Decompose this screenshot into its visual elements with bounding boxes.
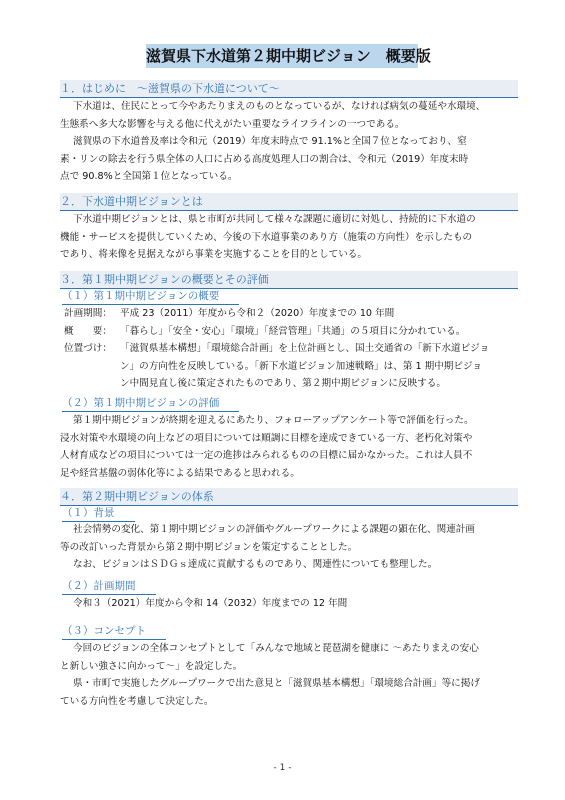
paragraph-line: 今回のビジョンの全体コンセプトとして「みんなで地域と琵琶湖を健康に ～あたりまえの安心 <box>73 643 479 654</box>
outline-text: 「暮らし」「安全・安心」「環境」「経営管理」「共通」の５項目に分かれている。 <box>120 325 466 337</box>
vision-1-outline <box>64 305 518 393</box>
section-4-2-body <box>60 595 520 613</box>
section-1-body <box>60 98 520 186</box>
position-text: ン」の方向性を反映している。「新下水道ビジョン加速戦略」は、第 1 期中期ビジョ <box>120 360 482 372</box>
section-4-1-body <box>60 521 520 574</box>
paragraph-line: であり、将来像を見据えながら事業を実施することを目的としている。 <box>60 249 367 260</box>
paragraph-line: なお、ビジョンはＳＤＧｓ達成に貢献するものであり、関連性についても整理した。 <box>73 559 438 570</box>
section-4-3-body <box>60 640 520 710</box>
paragraph-line: 浸水対策や水環境の向上などの項目については順調に目標を達成できている一方、老朽化対策や <box>60 432 473 444</box>
section-4-3-heading: （３）コンセプト <box>62 624 166 640</box>
section-3-heading: ３．第１期中期ビジョンの概要とその評価 <box>60 271 518 289</box>
section-2-heading: ２．下水道中期ビジョンとは <box>60 193 518 211</box>
paragraph-line: 令和３（2021）年度から令和 14（2032）年度までの 12 年間 <box>73 598 348 609</box>
paragraph-line: 等の改訂いった背景から第２期中期ビジョンを策定することとした。 <box>60 541 358 553</box>
document-title: 滋賀県下水道第２期中期ビジョン 概要版 <box>146 44 418 68</box>
position-text: ン中間見直し後に策定されたものであり、第２期中期ビジョンに反映する。 <box>120 378 446 389</box>
outline-label: 概 要： <box>64 325 112 337</box>
paragraph-line: 下水道中期ビジョンとは、県と市町が共同して様々な課題に適切に対処し、持続的に下水道の <box>73 214 476 225</box>
paragraph-line: 人材育成などの項目については一定の進捗はみられるものの目標に届かなかった。これは人員不 <box>60 450 473 461</box>
section-3-2-body <box>60 412 520 482</box>
section-3-2-heading: （２）第１期中期ビジョンの評価 <box>62 396 239 412</box>
paragraph-line: 県・市町で実施したグループワークで出た意見と「滋賀県基本構想」「環境総合計画」等に掲げ <box>73 678 480 689</box>
position-label: 位置づけ： <box>64 343 112 354</box>
position-row <box>64 340 518 358</box>
plan-period-label: 計画期間： <box>64 308 112 319</box>
plan-period-row <box>64 305 518 323</box>
paragraph-line: 滋賀県の下水道普及率は令和元（2019）年度末時点で 91.1%と全国７位となっており、窒 <box>73 136 467 147</box>
section-3-1-heading: （１）第１期中期ビジョンの概要 <box>62 289 239 305</box>
paragraph-line: 第１期中期ビジョンが終期を迎えるにあたり、フォローアップアンケート等で評価を行った。 <box>73 415 474 426</box>
plan-period-text: 平成 23（2011）年度から令和２（2020）年度までの 10 年間 <box>120 308 395 319</box>
section-2-body <box>60 211 520 264</box>
page-number: - 1 - <box>273 763 292 773</box>
paragraph-line: 社会情勢の変化、第１期中期ビジョンの評価やグループワークによる課題の顕在化、関連計画 <box>73 524 475 535</box>
section-4-heading: ４．第２期中期ビジョンの体系 <box>60 488 518 506</box>
paragraph-line: 素・リンの除去を行う県全体の人口に占める高度処理人口の割合は、令和元（2019）年度末時 <box>60 153 469 165</box>
paragraph-line: と新しい強さに向かって～」を設定した。 <box>60 660 243 672</box>
section-4-2-heading: （２）計画期間 <box>62 579 156 595</box>
section-4-1-heading: （１）背景 <box>62 506 135 522</box>
paragraph-line: 点で 90.8%と全国第１位となっている。 <box>60 171 238 182</box>
paragraph-line: ている方向性を考慮して決定した。 <box>60 695 214 707</box>
paragraph-line: 下水道は、住民にとって今やあたりまえのものとなっているが、なければ病気の蔓延や水環境、 <box>73 101 486 112</box>
position-text: 「滋賀県基本構想」「環境総合計画」を上位計画とし、国土交通省の「新下水道ビジョ <box>120 343 490 354</box>
section-1-heading: １．はじめに ～滋賀県の下水道について～ <box>60 80 518 98</box>
paragraph-line: 足や経営基盤の弱体化等による結果であると思われる。 <box>60 467 300 479</box>
paragraph-line: 生態系へ多大な影響を与える他に代えがたい重要なライフラインの一つである。 <box>60 118 405 130</box>
paragraph-line: 機能・サービスを提供していくため、今後の下水道事業のあり方（施策の方向性）を示したもの <box>60 231 473 243</box>
outline-row <box>64 323 518 341</box>
